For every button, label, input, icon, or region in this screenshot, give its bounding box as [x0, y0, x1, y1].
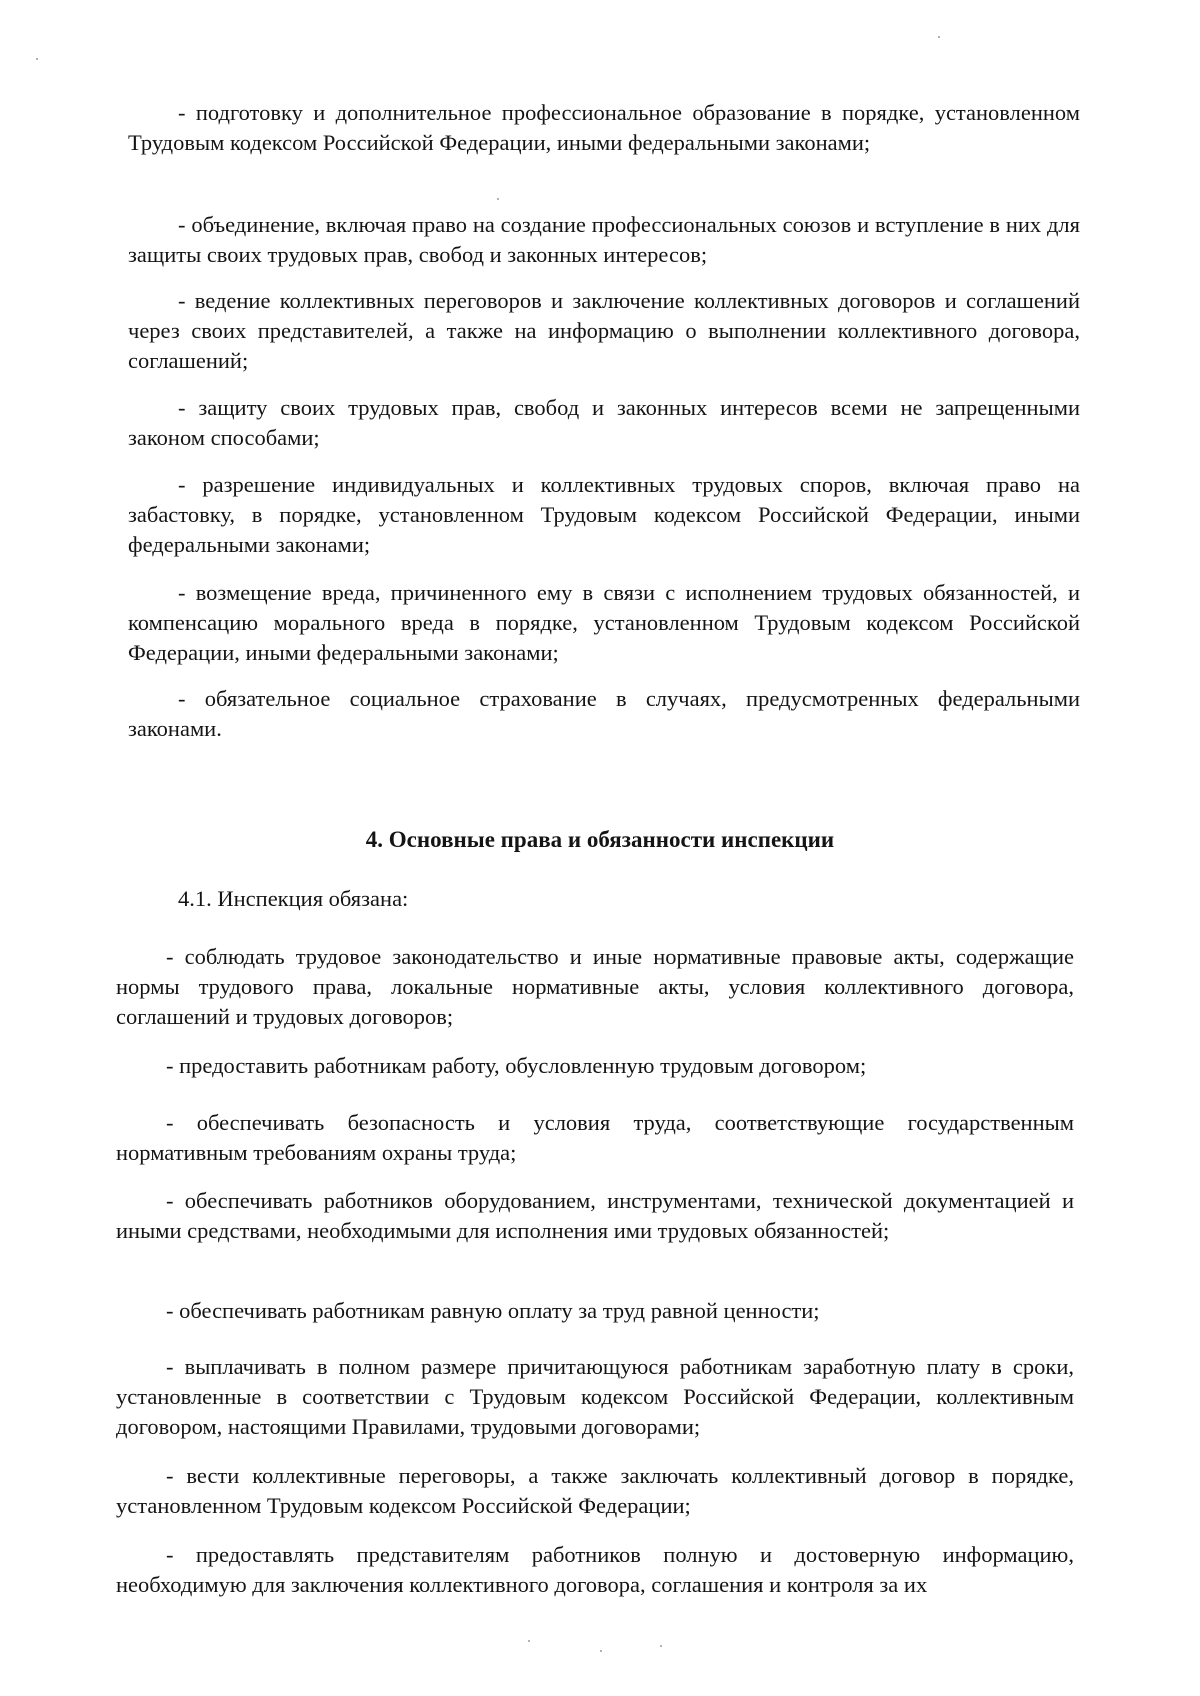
- list-item: - объединение, включая право на создание профессиональных союзов и вступление в них для защиты своих трудовых прав, свобод и законных интересов;: [128, 212, 1080, 267]
- scan-speck: [938, 36, 940, 38]
- scan-speck: [497, 198, 499, 200]
- list-item: - обеспечивать безопасность и условия труда, соответствующие государственным нормативным требованиям охраны труда;: [116, 1110, 1074, 1165]
- section-heading: 4. Основные права и обязанности инспекции: [365, 827, 835, 852]
- list-item: - обязательное социальное страхование в случаях, предусмотренных федеральными законами.: [128, 686, 1080, 741]
- list-item: - предоставить работникам работу, обусловленную трудовым договором;: [166, 1053, 867, 1078]
- list-item: - обеспечивать работникам равную оплату за труд равной ценности;: [166, 1298, 820, 1323]
- scan-speck: [600, 1650, 602, 1652]
- list-item: - защиту своих трудовых прав, свобод и законных интересов всеми не запрещенными законом способами;: [128, 395, 1080, 450]
- list-item: - соблюдать трудовое законодательство и иные нормативные правовые акты, содержащие нормы трудового права, локальные нормативные акты, условия коллективного договора, соглашений и трудовых договоров;: [116, 944, 1074, 1029]
- list-item: - выплачивать в полном размере причитающуюся работникам заработную плату в сроки, установленные в соответствии с Трудовым кодексом Российской Федерации, коллективным договором, настоящими Правилами, трудовыми договорами;: [116, 1354, 1074, 1439]
- list-item: - обеспечивать работников оборудованием, инструментами, технической документацией и иными средствами, необходимыми для исполнения ими трудовых обязанностей;: [116, 1188, 1074, 1243]
- list-item: - предоставлять представителям работников полную и достоверную информацию, необходимую для заключения коллективного договора, соглашения и контроля за их: [116, 1542, 1074, 1597]
- scan-speck: [36, 58, 38, 60]
- list-item: - подготовку и дополнительное профессиональное образование в порядке, установленном Трудовым кодексом Российской Федерации, иными федеральными законами;: [128, 100, 1080, 155]
- subsection-title: 4.1. Инспекция обязана:: [178, 886, 409, 911]
- scan-speck: [660, 1645, 662, 1647]
- list-item: - возмещение вреда, причиненного ему в связи с исполнением трудовых обязанностей, и компенсацию морального вреда в порядке, установленном Трудовым кодексом Российской Федерации, иными федеральными законами;: [128, 580, 1080, 665]
- list-item: - ведение коллективных переговоров и заключение коллективных договоров и соглашений через своих представителей, а также на информацию о выполнении коллективного договора, соглашений;: [128, 288, 1080, 373]
- list-item: - разрешение индивидуальных и коллективных трудовых споров, включая право на забастовку, в порядке, установленном Трудовым кодексом Российской Федерации, иными федеральными законами;: [128, 472, 1080, 557]
- scan-speck: [528, 1640, 530, 1642]
- list-item: - вести коллективные переговоры, а также заключать коллективный договор в порядке, установленном Трудовым кодексом Российской Федерации;: [116, 1463, 1074, 1518]
